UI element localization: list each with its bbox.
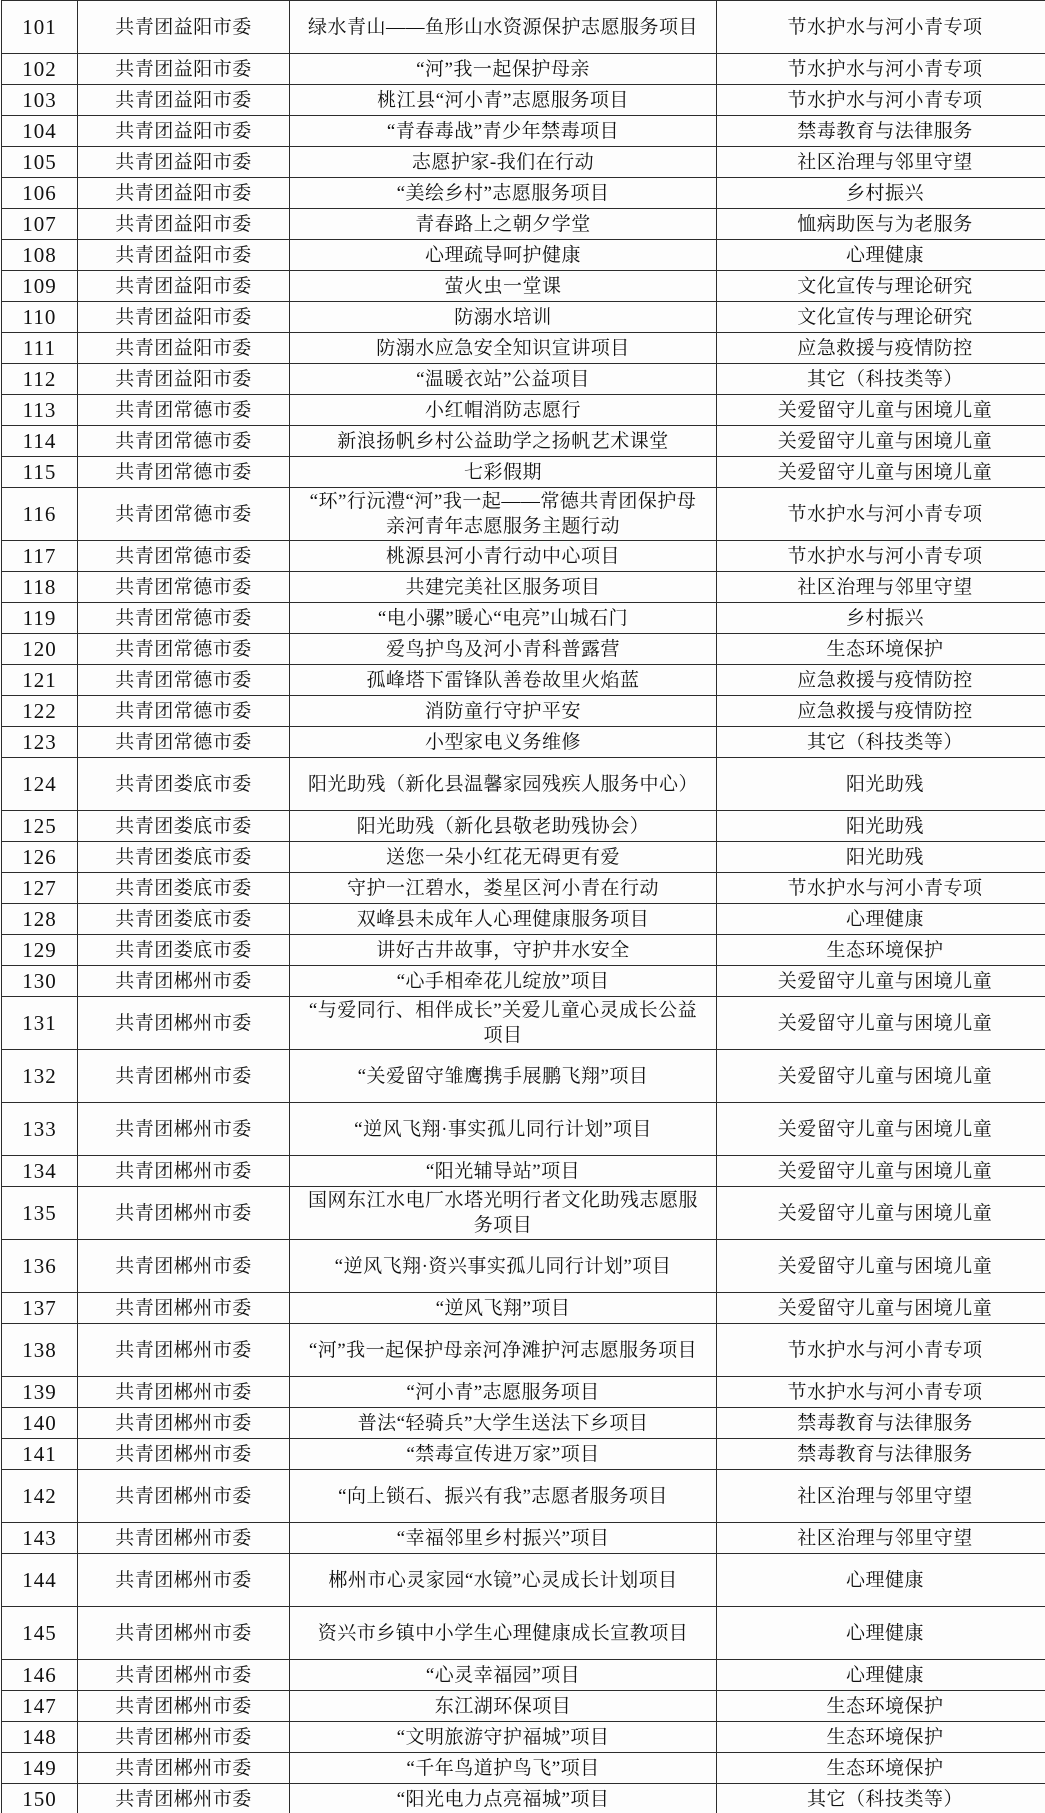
table-row <box>2 1523 1045 1554</box>
table-row <box>2 1156 1045 1187</box>
row-number-cell: 123 <box>2 727 78 758</box>
organization-cell: 共青团郴州市委 <box>78 1293 290 1324</box>
project-category-cell: 心理健康 <box>717 1554 1045 1607</box>
table-row <box>2 302 1045 333</box>
project-category-cell: 生态环境保护 <box>717 1691 1045 1722</box>
table-row <box>2 1324 1045 1377</box>
table-row <box>2 240 1045 271</box>
project-category-cell: 关爱留守儿童与困境儿童 <box>717 1187 1045 1240</box>
project-name-cell: 防溺水应急安全知识宣讲项目 <box>290 333 717 364</box>
project-category-cell: 关爱留守儿童与困境儿童 <box>717 1156 1045 1187</box>
row-number-cell: 102 <box>2 54 78 85</box>
project-name-cell: 孤峰塔下雷锋队善卷故里火焰蓝 <box>290 665 717 696</box>
project-name-cell: 双峰县未成年人心理健康服务项目 <box>290 904 717 935</box>
row-number-cell: 133 <box>2 1103 78 1156</box>
row-number-cell: 140 <box>2 1408 78 1439</box>
project-name-cell: 爱鸟护鸟及河小青科普露营 <box>290 634 717 665</box>
row-number-cell: 147 <box>2 1691 78 1722</box>
project-category-cell: 禁毒教育与法律服务 <box>717 116 1045 147</box>
table-row <box>2 1784 1045 1813</box>
project-name-cell: “河”我一起保护母亲河净滩护河志愿服务项目 <box>290 1324 717 1377</box>
table-row <box>2 1554 1045 1607</box>
table-row <box>2 457 1045 488</box>
organization-cell: 共青团郴州市委 <box>78 1660 290 1691</box>
organization-cell: 共青团益阳市委 <box>78 333 290 364</box>
organization-cell: 共青团益阳市委 <box>78 85 290 116</box>
project-category-cell: 心理健康 <box>717 1607 1045 1660</box>
project-name-cell: 防溺水培训 <box>290 302 717 333</box>
row-number-cell: 119 <box>2 603 78 634</box>
row-number-cell: 135 <box>2 1187 78 1240</box>
project-category-cell: 应急救援与疫情防控 <box>717 665 1045 696</box>
project-name-cell: “幸福邻里乡村振兴”项目 <box>290 1523 717 1554</box>
project-name-cell: “禁毒宣传进万家”项目 <box>290 1439 717 1470</box>
organization-cell: 共青团郴州市委 <box>78 1324 290 1377</box>
table-row <box>2 1660 1045 1691</box>
row-number-cell: 103 <box>2 85 78 116</box>
project-category-cell: 关爱留守儿童与困境儿童 <box>717 395 1045 426</box>
organization-cell: 共青团常德市委 <box>78 727 290 758</box>
project-category-cell: 禁毒教育与法律服务 <box>717 1439 1045 1470</box>
row-number-cell: 114 <box>2 426 78 457</box>
row-number-cell: 131 <box>2 997 78 1050</box>
project-name-cell: 桃江县“河小青”志愿服务项目 <box>290 85 717 116</box>
organization-cell: 共青团郴州市委 <box>78 1722 290 1753</box>
project-name-cell: 东江湖环保项目 <box>290 1691 717 1722</box>
project-name-cell: 阳光助残（新化县温馨家园残疾人服务中心） <box>290 758 717 811</box>
organization-cell: 共青团常德市委 <box>78 634 290 665</box>
project-category-cell: 关爱留守儿童与困境儿童 <box>717 1050 1045 1103</box>
table-row <box>2 147 1045 178</box>
project-category-cell: 恤病助医与为老服务 <box>717 209 1045 240</box>
project-name-cell: “心灵幸福园”项目 <box>290 1660 717 1691</box>
organization-cell: 共青团益阳市委 <box>78 116 290 147</box>
project-category-cell: 其它（科技类等） <box>717 364 1045 395</box>
table-row <box>2 1470 1045 1523</box>
table-row <box>2 1377 1045 1408</box>
project-category-cell: 阳光助残 <box>717 758 1045 811</box>
table-row <box>2 758 1045 811</box>
project-category-cell: 乡村振兴 <box>717 603 1045 634</box>
project-category-cell: 其它（科技类等） <box>717 727 1045 758</box>
organization-cell: 共青团郴州市委 <box>78 1156 290 1187</box>
project-category-cell: 节水护水与河小青专项 <box>717 1324 1045 1377</box>
organization-cell: 共青团娄底市委 <box>78 935 290 966</box>
table-row <box>2 395 1045 426</box>
project-category-cell: 生态环境保护 <box>717 1753 1045 1784</box>
project-name-cell: 消防童行守护平安 <box>290 696 717 727</box>
organization-cell: 共青团娄底市委 <box>78 842 290 873</box>
project-category-cell: 生态环境保护 <box>717 634 1045 665</box>
organization-cell: 共青团益阳市委 <box>78 147 290 178</box>
table-row <box>2 1050 1045 1103</box>
project-name-cell: “河”我一起保护母亲 <box>290 54 717 85</box>
table-row <box>2 665 1045 696</box>
project-name-cell: 桃源县河小青行动中心项目 <box>290 541 717 572</box>
organization-cell: 共青团常德市委 <box>78 603 290 634</box>
table-row <box>2 488 1045 541</box>
table-row <box>2 811 1045 842</box>
organization-cell: 共青团郴州市委 <box>78 1377 290 1408</box>
project-category-cell: 心理健康 <box>717 1660 1045 1691</box>
table-row <box>2 1753 1045 1784</box>
table-row <box>2 426 1045 457</box>
project-category-cell: 其它（科技类等） <box>717 1784 1045 1813</box>
project-category-cell: 节水护水与河小青专项 <box>717 1 1045 54</box>
project-name-cell: “逆风飞翔”项目 <box>290 1293 717 1324</box>
row-number-cell: 150 <box>2 1784 78 1813</box>
row-number-cell: 110 <box>2 302 78 333</box>
organization-cell: 共青团郴州市委 <box>78 1240 290 1293</box>
project-name-cell: 守护一江碧水，娄星区河小青在行动 <box>290 873 717 904</box>
project-name-cell: 讲好古井故事，守护井水安全 <box>290 935 717 966</box>
project-name-cell: 七彩假期 <box>290 457 717 488</box>
organization-cell: 共青团娄底市委 <box>78 873 290 904</box>
project-category-cell: 关爱留守儿童与困境儿童 <box>717 457 1045 488</box>
table-row <box>2 1439 1045 1470</box>
table-row <box>2 85 1045 116</box>
project-category-cell: 心理健康 <box>717 904 1045 935</box>
row-number-cell: 125 <box>2 811 78 842</box>
row-number-cell: 105 <box>2 147 78 178</box>
organization-cell: 共青团郴州市委 <box>78 1753 290 1784</box>
organization-cell: 共青团益阳市委 <box>78 302 290 333</box>
project-name-cell: “阳光辅导站”项目 <box>290 1156 717 1187</box>
table-row <box>2 116 1045 147</box>
table-row <box>2 1722 1045 1753</box>
row-number-cell: 124 <box>2 758 78 811</box>
project-name-cell: “美绘乡村”志愿服务项目 <box>290 178 717 209</box>
organization-cell: 共青团益阳市委 <box>78 271 290 302</box>
project-name-cell: “与爱同行、相伴成长”关爱儿童心灵成长公益项目 <box>290 997 717 1050</box>
project-category-cell: 关爱留守儿童与困境儿童 <box>717 1103 1045 1156</box>
organization-cell: 共青团郴州市委 <box>78 1784 290 1813</box>
row-number-cell: 130 <box>2 966 78 997</box>
table-row <box>2 997 1045 1050</box>
project-name-cell: “阳光电力点亮福城”项目 <box>290 1784 717 1813</box>
row-number-cell: 132 <box>2 1050 78 1103</box>
organization-cell: 共青团常德市委 <box>78 665 290 696</box>
project-category-cell: 节水护水与河小青专项 <box>717 541 1045 572</box>
organization-cell: 共青团常德市委 <box>78 696 290 727</box>
row-number-cell: 121 <box>2 665 78 696</box>
table-row <box>2 904 1045 935</box>
table-row <box>2 842 1045 873</box>
organization-cell: 共青团郴州市委 <box>78 966 290 997</box>
project-category-cell: 社区治理与邻里守望 <box>717 1470 1045 1523</box>
project-name-cell: “环”行沅澧“河”我一起——常德共青团保护母亲河青年志愿服务主题行动 <box>290 488 717 541</box>
project-category-cell: 阳光助残 <box>717 842 1045 873</box>
organization-cell: 共青团益阳市委 <box>78 1 290 54</box>
project-name-cell: 心理疏导呵护健康 <box>290 240 717 271</box>
table-row <box>2 178 1045 209</box>
project-name-cell: “千年鸟道护鸟飞”项目 <box>290 1753 717 1784</box>
organization-cell: 共青团郴州市委 <box>78 1607 290 1660</box>
row-number-cell: 116 <box>2 488 78 541</box>
organization-cell: 共青团郴州市委 <box>78 1408 290 1439</box>
project-name-cell: “青春毒战”青少年禁毒项目 <box>290 116 717 147</box>
organization-cell: 共青团郴州市委 <box>78 1523 290 1554</box>
table-row <box>2 1408 1045 1439</box>
project-name-cell: “河小青”志愿服务项目 <box>290 1377 717 1408</box>
organization-cell: 共青团郴州市委 <box>78 1554 290 1607</box>
project-category-cell: 文化宣传与理论研究 <box>717 271 1045 302</box>
row-number-cell: 146 <box>2 1660 78 1691</box>
row-number-cell: 101 <box>2 1 78 54</box>
row-number-cell: 139 <box>2 1377 78 1408</box>
table-row <box>2 634 1045 665</box>
organization-cell: 共青团常德市委 <box>78 426 290 457</box>
project-category-cell: 社区治理与邻里守望 <box>717 1523 1045 1554</box>
table-row <box>2 333 1045 364</box>
project-category-cell: 社区治理与邻里守望 <box>717 572 1045 603</box>
project-category-cell: 关爱留守儿童与困境儿童 <box>717 997 1045 1050</box>
row-number-cell: 143 <box>2 1523 78 1554</box>
project-category-cell: 节水护水与河小青专项 <box>717 488 1045 541</box>
organization-cell: 共青团益阳市委 <box>78 209 290 240</box>
project-name-cell: “电小骡”暖心“电亮”山城石门 <box>290 603 717 634</box>
table-row <box>2 1103 1045 1156</box>
row-number-cell: 112 <box>2 364 78 395</box>
row-number-cell: 137 <box>2 1293 78 1324</box>
project-category-cell: 文化宣传与理论研究 <box>717 302 1045 333</box>
row-number-cell: 136 <box>2 1240 78 1293</box>
project-name-cell: 郴州市心灵家园“水镜”心灵成长计划项目 <box>290 1554 717 1607</box>
table-row <box>2 572 1045 603</box>
table-row <box>2 1293 1045 1324</box>
table-body <box>2 1 1045 1813</box>
project-name-cell: 资兴市乡镇中小学生心理健康成长宣教项目 <box>290 1607 717 1660</box>
organization-cell: 共青团郴州市委 <box>78 1103 290 1156</box>
organization-cell: 共青团娄底市委 <box>78 904 290 935</box>
table-row <box>2 873 1045 904</box>
table-row <box>2 1607 1045 1660</box>
organization-cell: 共青团娄底市委 <box>78 758 290 811</box>
organization-cell: 共青团郴州市委 <box>78 997 290 1050</box>
row-number-cell: 142 <box>2 1470 78 1523</box>
organization-cell: 共青团益阳市委 <box>78 178 290 209</box>
row-number-cell: 122 <box>2 696 78 727</box>
row-number-cell: 108 <box>2 240 78 271</box>
project-category-cell: 阳光助残 <box>717 811 1045 842</box>
row-number-cell: 120 <box>2 634 78 665</box>
table-row <box>2 696 1045 727</box>
project-name-cell: 萤火虫一堂课 <box>290 271 717 302</box>
row-number-cell: 106 <box>2 178 78 209</box>
organization-cell: 共青团常德市委 <box>78 488 290 541</box>
row-number-cell: 111 <box>2 333 78 364</box>
organization-cell: 共青团常德市委 <box>78 395 290 426</box>
table-row <box>2 271 1045 302</box>
row-number-cell: 148 <box>2 1722 78 1753</box>
row-number-cell: 104 <box>2 116 78 147</box>
volunteer-projects-table <box>1 0 1045 1813</box>
organization-cell: 共青团常德市委 <box>78 572 290 603</box>
table-row <box>2 541 1045 572</box>
project-category-cell: 关爱留守儿童与困境儿童 <box>717 426 1045 457</box>
project-name-cell: 普法“轻骑兵”大学生送法下乡项目 <box>290 1408 717 1439</box>
project-name-cell: “向上锁石、振兴有我”志愿者服务项目 <box>290 1470 717 1523</box>
row-number-cell: 149 <box>2 1753 78 1784</box>
table-row <box>2 1 1045 54</box>
row-number-cell: 145 <box>2 1607 78 1660</box>
project-category-cell: 节水护水与河小青专项 <box>717 85 1045 116</box>
row-number-cell: 134 <box>2 1156 78 1187</box>
organization-cell: 共青团郴州市委 <box>78 1187 290 1240</box>
project-name-cell: 绿水青山——鱼形山水资源保护志愿服务项目 <box>290 1 717 54</box>
project-category-cell: 节水护水与河小青专项 <box>717 1377 1045 1408</box>
project-name-cell: 国网东江水电厂水塔光明行者文化助残志愿服务项目 <box>290 1187 717 1240</box>
project-category-cell: 关爱留守儿童与困境儿童 <box>717 966 1045 997</box>
row-number-cell: 128 <box>2 904 78 935</box>
table-row <box>2 935 1045 966</box>
project-category-cell: 心理健康 <box>717 240 1045 271</box>
organization-cell: 共青团益阳市委 <box>78 240 290 271</box>
project-name-cell: 志愿护家-我们在行动 <box>290 147 717 178</box>
row-number-cell: 144 <box>2 1554 78 1607</box>
organization-cell: 共青团郴州市委 <box>78 1691 290 1722</box>
table-row <box>2 209 1045 240</box>
project-category-cell: 生态环境保护 <box>717 935 1045 966</box>
project-name-cell: 共建完美社区服务项目 <box>290 572 717 603</box>
project-name-cell: “心手相牵花儿绽放”项目 <box>290 966 717 997</box>
project-name-cell: “关爱留守雏鹰携手展鹏飞翔”项目 <box>290 1050 717 1103</box>
organization-cell: 共青团郴州市委 <box>78 1050 290 1103</box>
table-row <box>2 1187 1045 1240</box>
row-number-cell: 107 <box>2 209 78 240</box>
project-category-cell: 应急救援与疫情防控 <box>717 696 1045 727</box>
project-name-cell: “逆风飞翔·事实孤儿同行计划”项目 <box>290 1103 717 1156</box>
row-number-cell: 118 <box>2 572 78 603</box>
project-category-cell: 生态环境保护 <box>717 1722 1045 1753</box>
organization-cell: 共青团常德市委 <box>78 541 290 572</box>
row-number-cell: 127 <box>2 873 78 904</box>
row-number-cell: 126 <box>2 842 78 873</box>
project-category-cell: 社区治理与邻里守望 <box>717 147 1045 178</box>
project-name-cell: 新浪扬帆乡村公益助学之扬帆艺术课堂 <box>290 426 717 457</box>
project-category-cell: 关爱留守儿童与困境儿童 <box>717 1240 1045 1293</box>
row-number-cell: 109 <box>2 271 78 302</box>
project-category-cell: 应急救援与疫情防控 <box>717 333 1045 364</box>
table-row <box>2 603 1045 634</box>
table-row <box>2 1691 1045 1722</box>
table-row <box>2 1240 1045 1293</box>
row-number-cell: 138 <box>2 1324 78 1377</box>
project-name-cell: “文明旅游守护福城”项目 <box>290 1722 717 1753</box>
table-row <box>2 54 1045 85</box>
table-row <box>2 966 1045 997</box>
organization-cell: 共青团益阳市委 <box>78 364 290 395</box>
organization-cell: 共青团娄底市委 <box>78 811 290 842</box>
project-category-cell: 节水护水与河小青专项 <box>717 54 1045 85</box>
organization-cell: 共青团郴州市委 <box>78 1439 290 1470</box>
project-category-cell: 节水护水与河小青专项 <box>717 873 1045 904</box>
project-name-cell: “温暖衣站”公益项目 <box>290 364 717 395</box>
row-number-cell: 115 <box>2 457 78 488</box>
project-category-cell: 关爱留守儿童与困境儿童 <box>717 1293 1045 1324</box>
row-number-cell: 129 <box>2 935 78 966</box>
organization-cell: 共青团郴州市委 <box>78 1470 290 1523</box>
project-category-cell: 乡村振兴 <box>717 178 1045 209</box>
project-name-cell: 送您一朵小红花无碍更有爱 <box>290 842 717 873</box>
project-category-cell: 禁毒教育与法律服务 <box>717 1408 1045 1439</box>
row-number-cell: 113 <box>2 395 78 426</box>
row-number-cell: 117 <box>2 541 78 572</box>
project-name-cell: 阳光助残（新化县敬老助残协会） <box>290 811 717 842</box>
table-row <box>2 727 1045 758</box>
project-name-cell: 小型家电义务维修 <box>290 727 717 758</box>
organization-cell: 共青团益阳市委 <box>78 54 290 85</box>
project-name-cell: 小红帽消防志愿行 <box>290 395 717 426</box>
table-row <box>2 364 1045 395</box>
organization-cell: 共青团常德市委 <box>78 457 290 488</box>
project-name-cell: 青春路上之朝夕学堂 <box>290 209 717 240</box>
row-number-cell: 141 <box>2 1439 78 1470</box>
project-name-cell: “逆风飞翔·资兴事实孤儿同行计划”项目 <box>290 1240 717 1293</box>
